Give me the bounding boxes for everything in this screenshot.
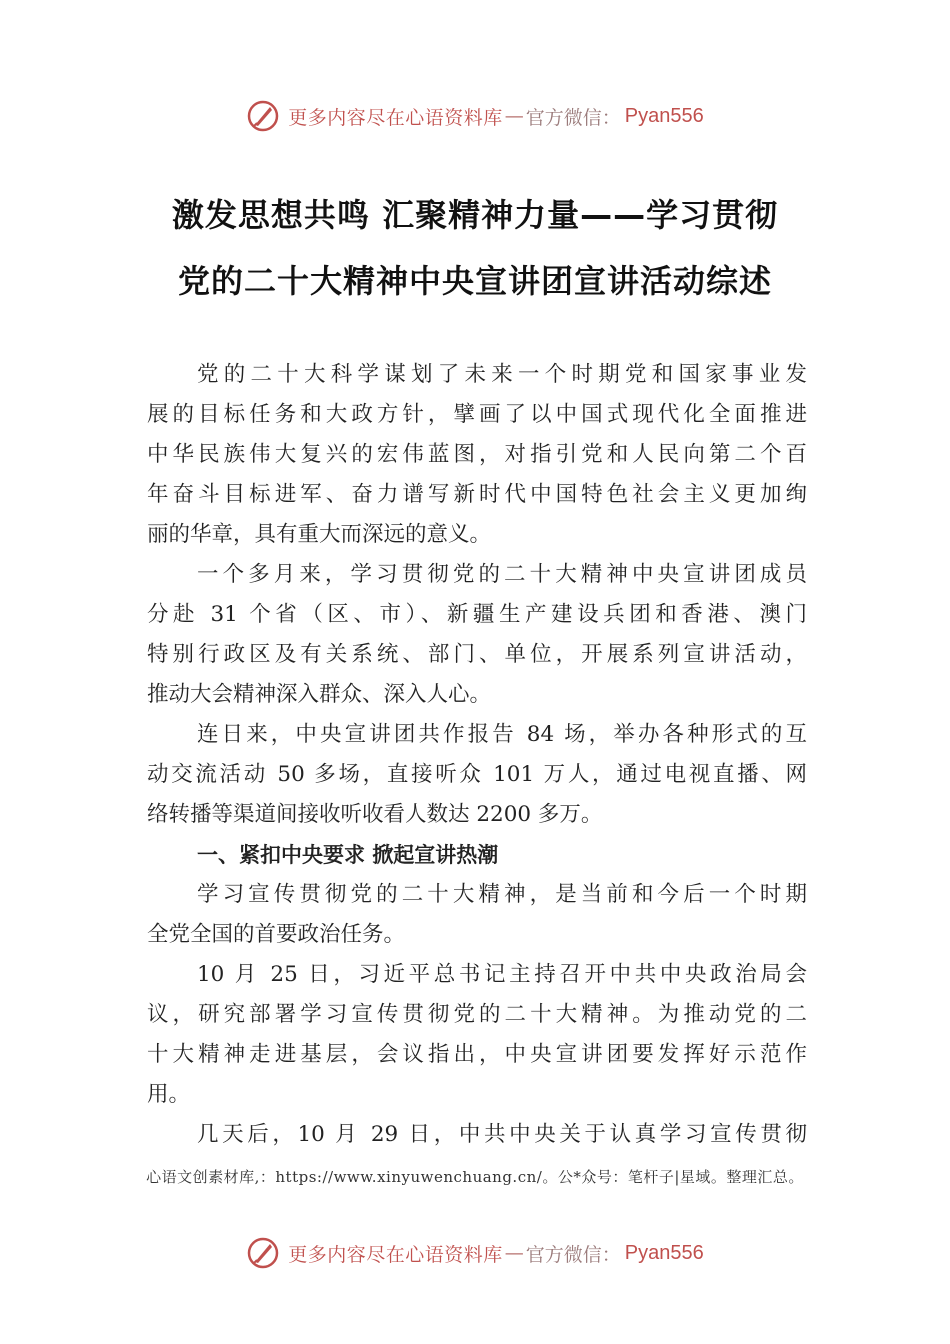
document-title-line-2: 党的二十大精神中央宣讲团宣讲活动综述: [177, 262, 772, 300]
footer-banner: [0, 1233, 950, 1273]
quill-logo-icon: [246, 1236, 280, 1270]
banner-wechat-id: Pyan556: [624, 104, 704, 127]
body-line: 学习宣传贯彻党的二十大精神，是当前和今后一个时期: [197, 882, 807, 907]
body-line: 十大精神走进基层，会议指出，中央宣讲团要发挥好示范作: [147, 1042, 807, 1067]
body-line: 议，研究部署学习宣传贯彻党的二十大精神。为推动党的二: [147, 1002, 807, 1027]
body-line: 中华民族伟大复兴的宏伟蓝图，对指引党和人民向第二个百: [147, 442, 807, 467]
body-line: 分赴 31 个省（区、市）、新疆生产建设兵团和香港、澳门: [147, 602, 807, 627]
document-body: [147, 355, 807, 1155]
banner-label: 官方微信：: [525, 1243, 621, 1266]
body-line: 全党全国的首要政治任务。: [147, 922, 406, 947]
body-line: 丽的华章，具有重大而深远的意义。: [147, 522, 492, 547]
banner-label: 官方微信：: [525, 106, 621, 129]
header-banner: [0, 96, 950, 136]
banner-wechat-id: Pyan556: [624, 1241, 704, 1264]
body-line: 展的目标任务和大政方针，擘画了以中国式现代化全面推进: [147, 402, 807, 427]
banner-separator: —: [504, 105, 524, 127]
body-line: 动交流活动 50 多场，直接听众 101 万人，通过电视直播、网: [147, 762, 807, 787]
footer-note: 心语文创素材库,：https://www.xinyuwenchuang.cn/。公*众号：笔杆子|星域。整理汇总。: [146, 1168, 804, 1186]
document-title-line-1: 激发思想共鸣 汇聚精神力量——学习贯彻: [171, 196, 779, 234]
body-line: 10 月 25 日，习近平总书记主持召开中共中央政治局会: [197, 962, 807, 987]
section-heading: 一、紧扣中央要求 掀起宣讲热潮: [197, 843, 499, 867]
body-line: 连日来，中央宣讲团共作报告 84 场，举办各种形式的互: [197, 722, 807, 747]
body-line: 络转播等渠道间接收听收看人数达 2200 多万。: [147, 802, 603, 827]
body-line: 年奋斗目标进军、奋力谱写新时代中国特色社会主义更加绚: [147, 482, 807, 507]
body-line: 党的二十大科学谋划了未来一个时期党和国家事业发: [197, 362, 807, 387]
banner-main-text: 更多内容尽在心语资料库: [288, 1243, 503, 1266]
body-line: 用。: [147, 1082, 191, 1107]
body-line: 几天后，10 月 29 日，中共中央关于认真学习宣传贯彻: [197, 1122, 807, 1147]
banner-separator: —: [504, 1242, 524, 1264]
body-line: 推动大会精神深入群众、深入人心。: [147, 682, 492, 707]
body-line: 特别行政区及有关系统、部门、单位，开展系列宣讲活动，: [147, 642, 807, 667]
body-line: 一个多月来，学习贯彻党的二十大精神中央宣讲团成员: [197, 562, 807, 587]
banner-main-text: 更多内容尽在心语资料库: [288, 106, 503, 129]
quill-logo-icon: [246, 99, 280, 133]
